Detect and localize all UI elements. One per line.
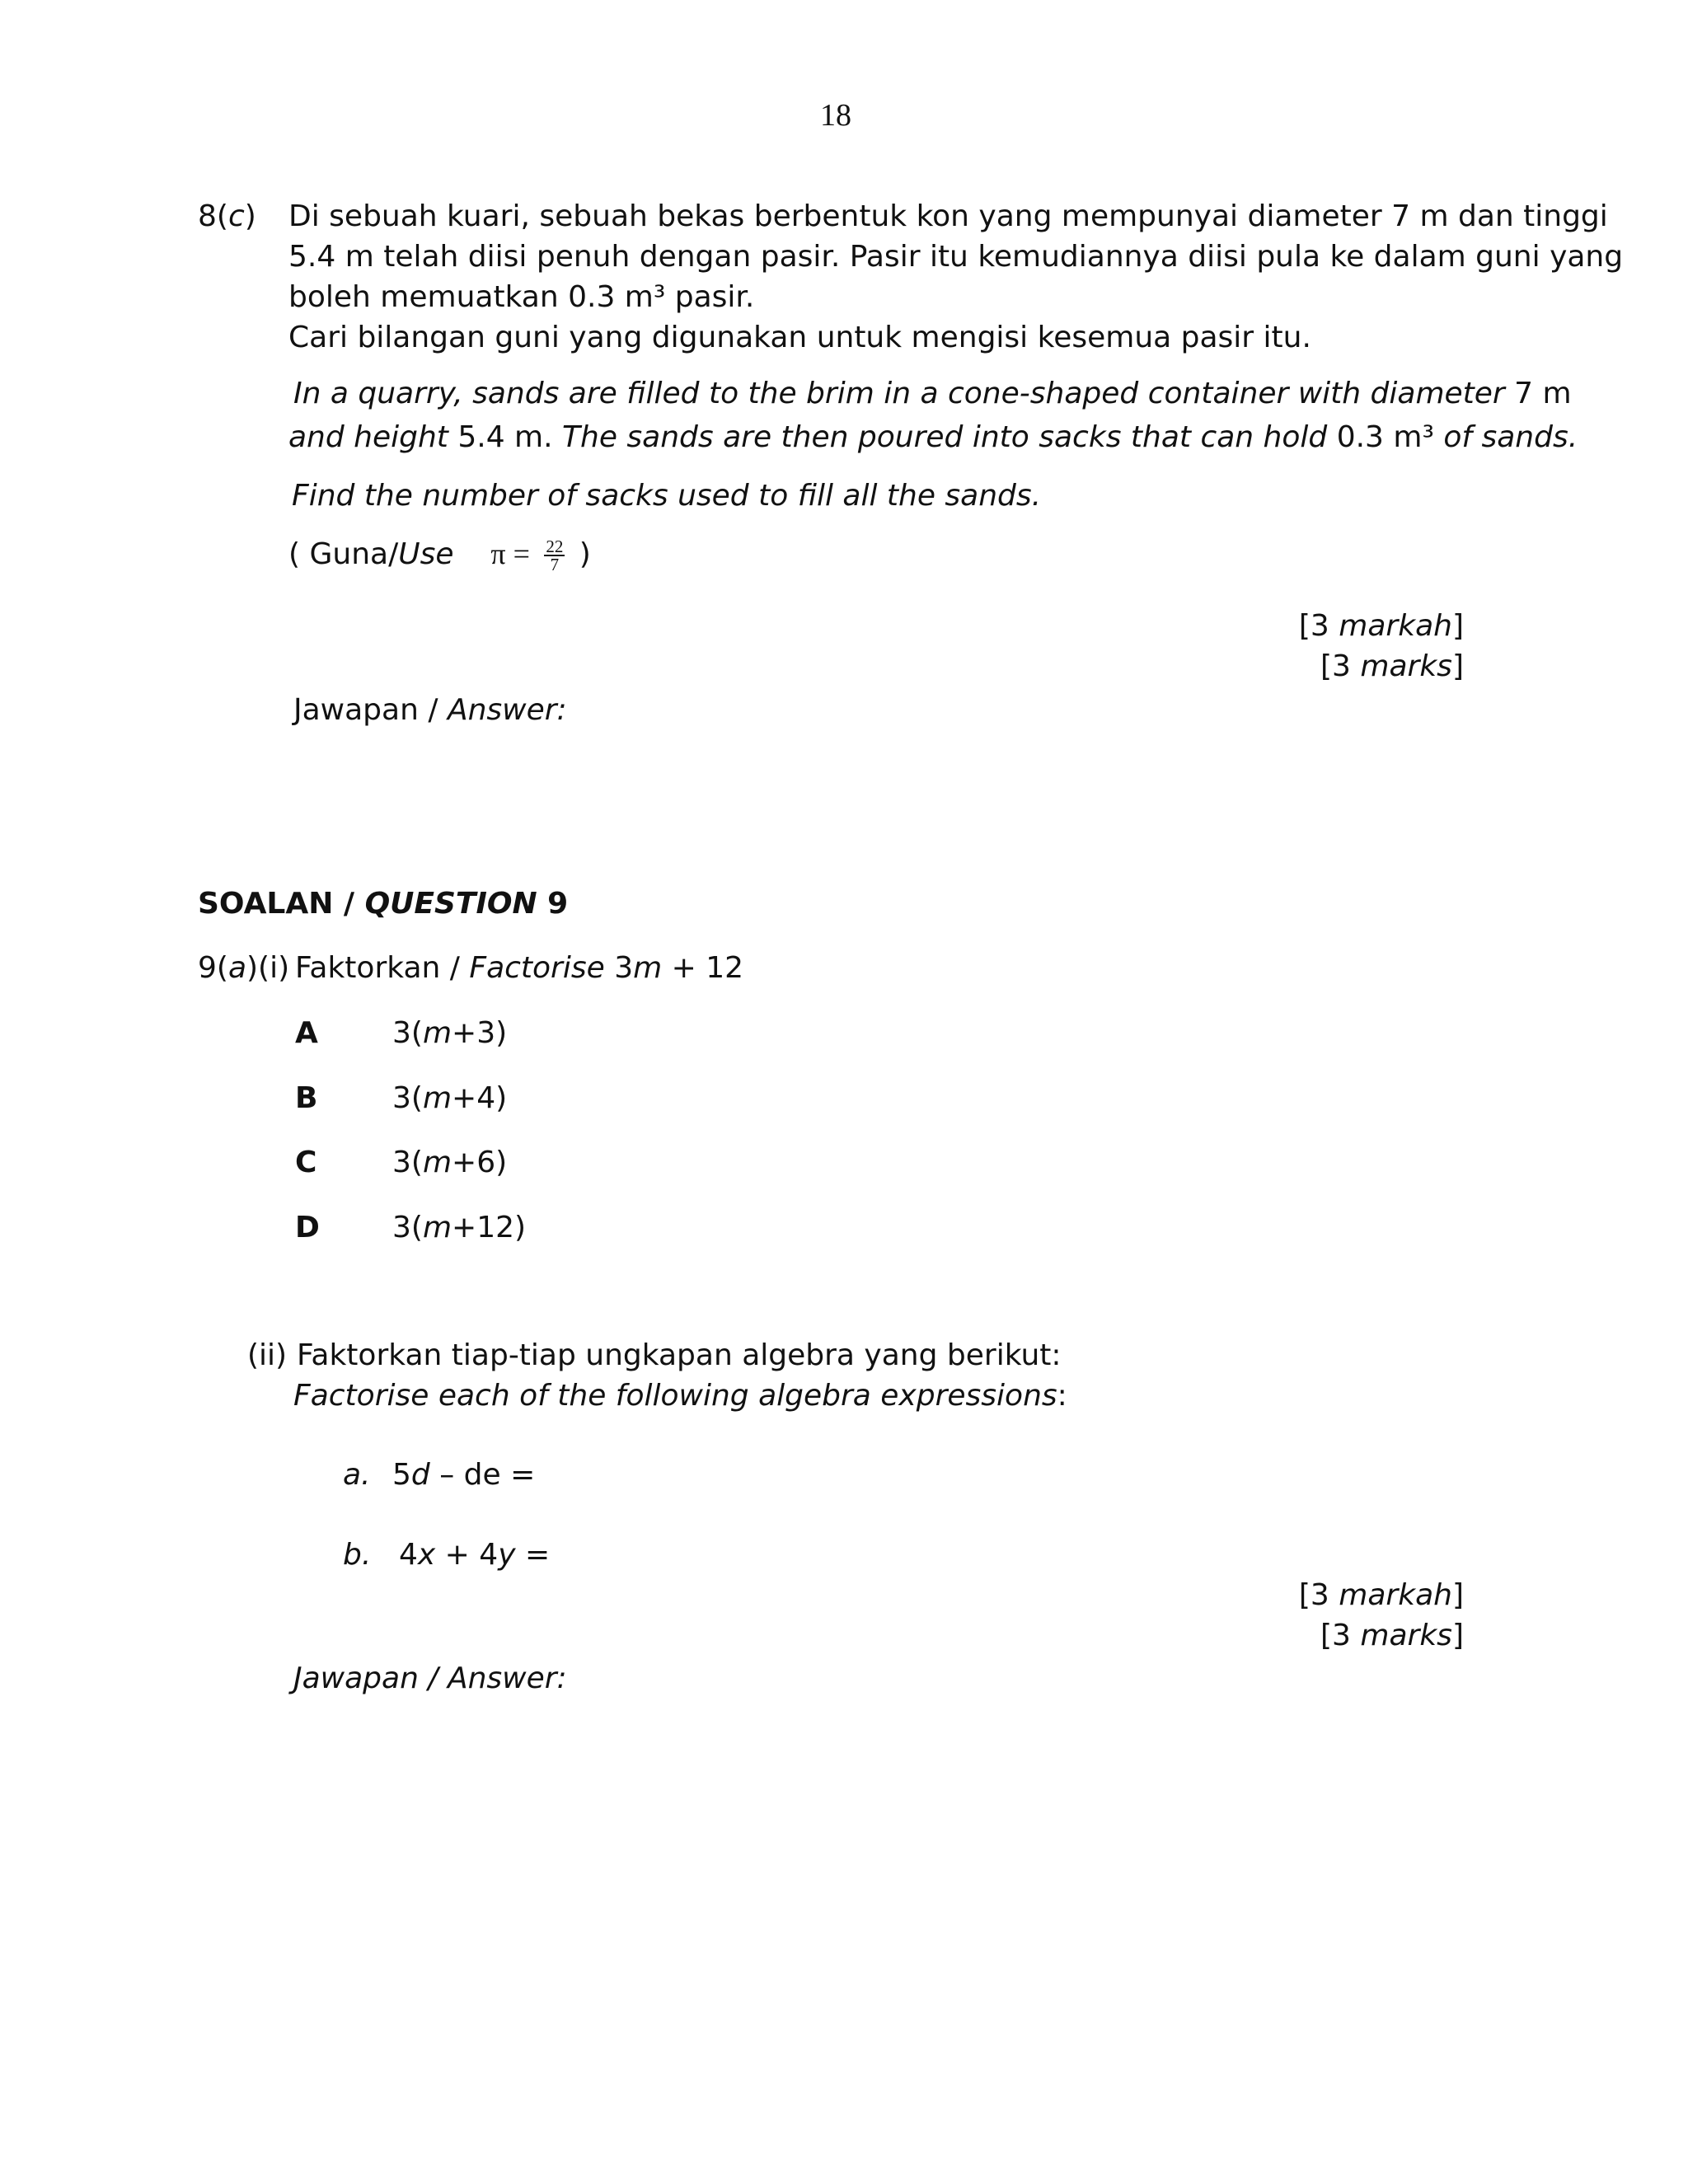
expression-part: + 4	[435, 1538, 499, 1572]
q8c-malay-line-4: Cari bilangan guni yang digunakan untuk mengisi kesemua pasir itu.	[288, 321, 1311, 354]
q9-marks-malay	[1299, 1575, 1464, 1615]
expression-var: d	[410, 1458, 430, 1492]
fraction-denominator: 7	[550, 555, 560, 574]
marks-text: [3	[1320, 649, 1361, 683]
q9-answer-label	[293, 1658, 567, 1699]
question-8c-label	[198, 196, 256, 237]
option-d-value	[392, 1207, 526, 1248]
marks-word: marks	[1360, 1619, 1452, 1652]
expression-part: =	[515, 1538, 551, 1572]
expression-part: + 12	[662, 951, 744, 985]
q9-part-ii-english	[293, 1376, 1067, 1416]
option-d-letter: D	[295, 1211, 320, 1244]
expression-part: 3	[604, 951, 634, 985]
factorise-english: Factorise	[469, 951, 605, 985]
english-text: Factorise each of the following algebra expressions	[293, 1379, 1057, 1413]
answer-malay: Jawapan /	[293, 693, 448, 727]
marks-word: markah	[1339, 1578, 1452, 1612]
pi-note-text: ( Guna/	[288, 537, 399, 571]
marks-text: [3	[1320, 1619, 1361, 1652]
label-part: a	[227, 951, 247, 985]
q8c-malay-line-3: boleh memuatkan 0.3 m³ pasir.	[288, 280, 755, 314]
option-b-letter: B	[295, 1081, 318, 1115]
label-part: c	[227, 199, 245, 233]
fraction-numerator: 22	[546, 537, 564, 556]
label-part: )	[244, 199, 256, 233]
factorise-malay: Faktorkan /	[295, 951, 470, 985]
label-part: )(i)	[246, 951, 290, 985]
item-b-letter: b.	[343, 1538, 372, 1572]
option-part: +4)	[452, 1081, 508, 1115]
option-c-value	[392, 1142, 507, 1183]
heading-malay: SOALAN /	[198, 887, 365, 921]
q8c-marks-malay	[1299, 606, 1464, 646]
option-part: 3(	[392, 1146, 423, 1179]
heading-english: QUESTION	[364, 887, 537, 921]
option-part: 3(	[392, 1016, 423, 1050]
q9-marks-english	[1320, 1615, 1464, 1656]
label-part: 8(	[198, 199, 228, 233]
answer-english: Answer:	[447, 693, 567, 727]
pi-note-use: Use	[398, 537, 454, 571]
english-text: of sands.	[1443, 420, 1578, 454]
pi-fraction	[544, 538, 565, 573]
option-part: +12)	[452, 1211, 527, 1244]
english-value: 7 m	[1504, 377, 1572, 410]
q8c-malay-line-2: 5.4 m telah diisi penuh dengan pasir. Pasir itu kemudiannya diisi pula ke dalam guni yang	[288, 240, 1624, 274]
marks-text: ]	[1451, 649, 1464, 683]
english-value: 5.4 m.	[448, 420, 563, 454]
marks-word: marks	[1360, 649, 1452, 683]
question-9-heading	[198, 883, 568, 924]
english-text: In a quarry, sands are filled to the brim in a cone-shaped container with diameter	[293, 377, 1505, 410]
q8c-marks-english	[1320, 646, 1464, 687]
option-var: m	[422, 1146, 452, 1179]
q8c-english-line-2	[288, 417, 1578, 457]
page-number: 18	[820, 98, 851, 133]
expression-var: x	[417, 1538, 436, 1572]
option-part: 3(	[392, 1211, 423, 1244]
expression-var: m	[633, 951, 663, 985]
q8c-english-line-1	[293, 373, 1572, 414]
heading-number: 9	[537, 887, 569, 921]
option-a-letter: A	[295, 1016, 318, 1050]
q9-part-ii-label: (ii)	[247, 1338, 288, 1372]
q8c-english-line-3: Find the number of sacks used to fill all the sands.	[292, 479, 1042, 513]
label-part: 9(	[198, 951, 228, 985]
marks-text: ]	[1451, 609, 1464, 643]
item-b-expression	[399, 1535, 550, 1575]
option-a-value	[392, 1013, 507, 1053]
pi-note-close: )	[579, 537, 591, 571]
answer-english: Answer:	[447, 1661, 567, 1695]
expression-part: – de =	[429, 1458, 536, 1492]
answer-malay: Jawapan /	[293, 1661, 448, 1695]
option-var: m	[422, 1016, 452, 1050]
option-c-letter: C	[295, 1146, 317, 1179]
marks-text: ]	[1451, 1619, 1464, 1652]
q9-part-ii-malay: Faktorkan tiap-tiap ungkapan algebra yang berikut:	[297, 1338, 1062, 1372]
expression-part: 4	[399, 1538, 418, 1572]
english-text: The sands are then poured into sacks that can hold	[562, 420, 1328, 454]
option-var: m	[422, 1211, 452, 1244]
q9ai-label	[198, 948, 289, 988]
item-a-expression	[392, 1455, 535, 1495]
marks-word: markah	[1339, 609, 1452, 643]
option-part: +3)	[452, 1016, 508, 1050]
q8c-malay-line-1: Di sebuah kuari, sebuah bekas berbentuk kon yang mempunyai diameter 7 m dan tinggi	[288, 199, 1608, 233]
english-text: and height	[288, 420, 448, 454]
english-value: 0.3 m³	[1327, 420, 1444, 454]
q8c-pi-note	[288, 534, 591, 574]
marks-text: [3	[1298, 1578, 1339, 1612]
option-part: +6)	[452, 1146, 508, 1179]
option-b-value	[392, 1078, 507, 1118]
expression-var: y	[498, 1538, 516, 1572]
pi-symbol: π =	[490, 537, 530, 570]
q9ai-text	[295, 948, 743, 988]
marks-text: [3	[1298, 609, 1339, 643]
expression-part: 5	[392, 1458, 411, 1492]
q8c-answer-label	[293, 690, 567, 730]
marks-text: ]	[1451, 1578, 1464, 1612]
colon: :	[1057, 1379, 1067, 1413]
option-var: m	[422, 1081, 452, 1115]
item-a-letter: a.	[343, 1458, 371, 1492]
option-part: 3(	[392, 1081, 423, 1115]
